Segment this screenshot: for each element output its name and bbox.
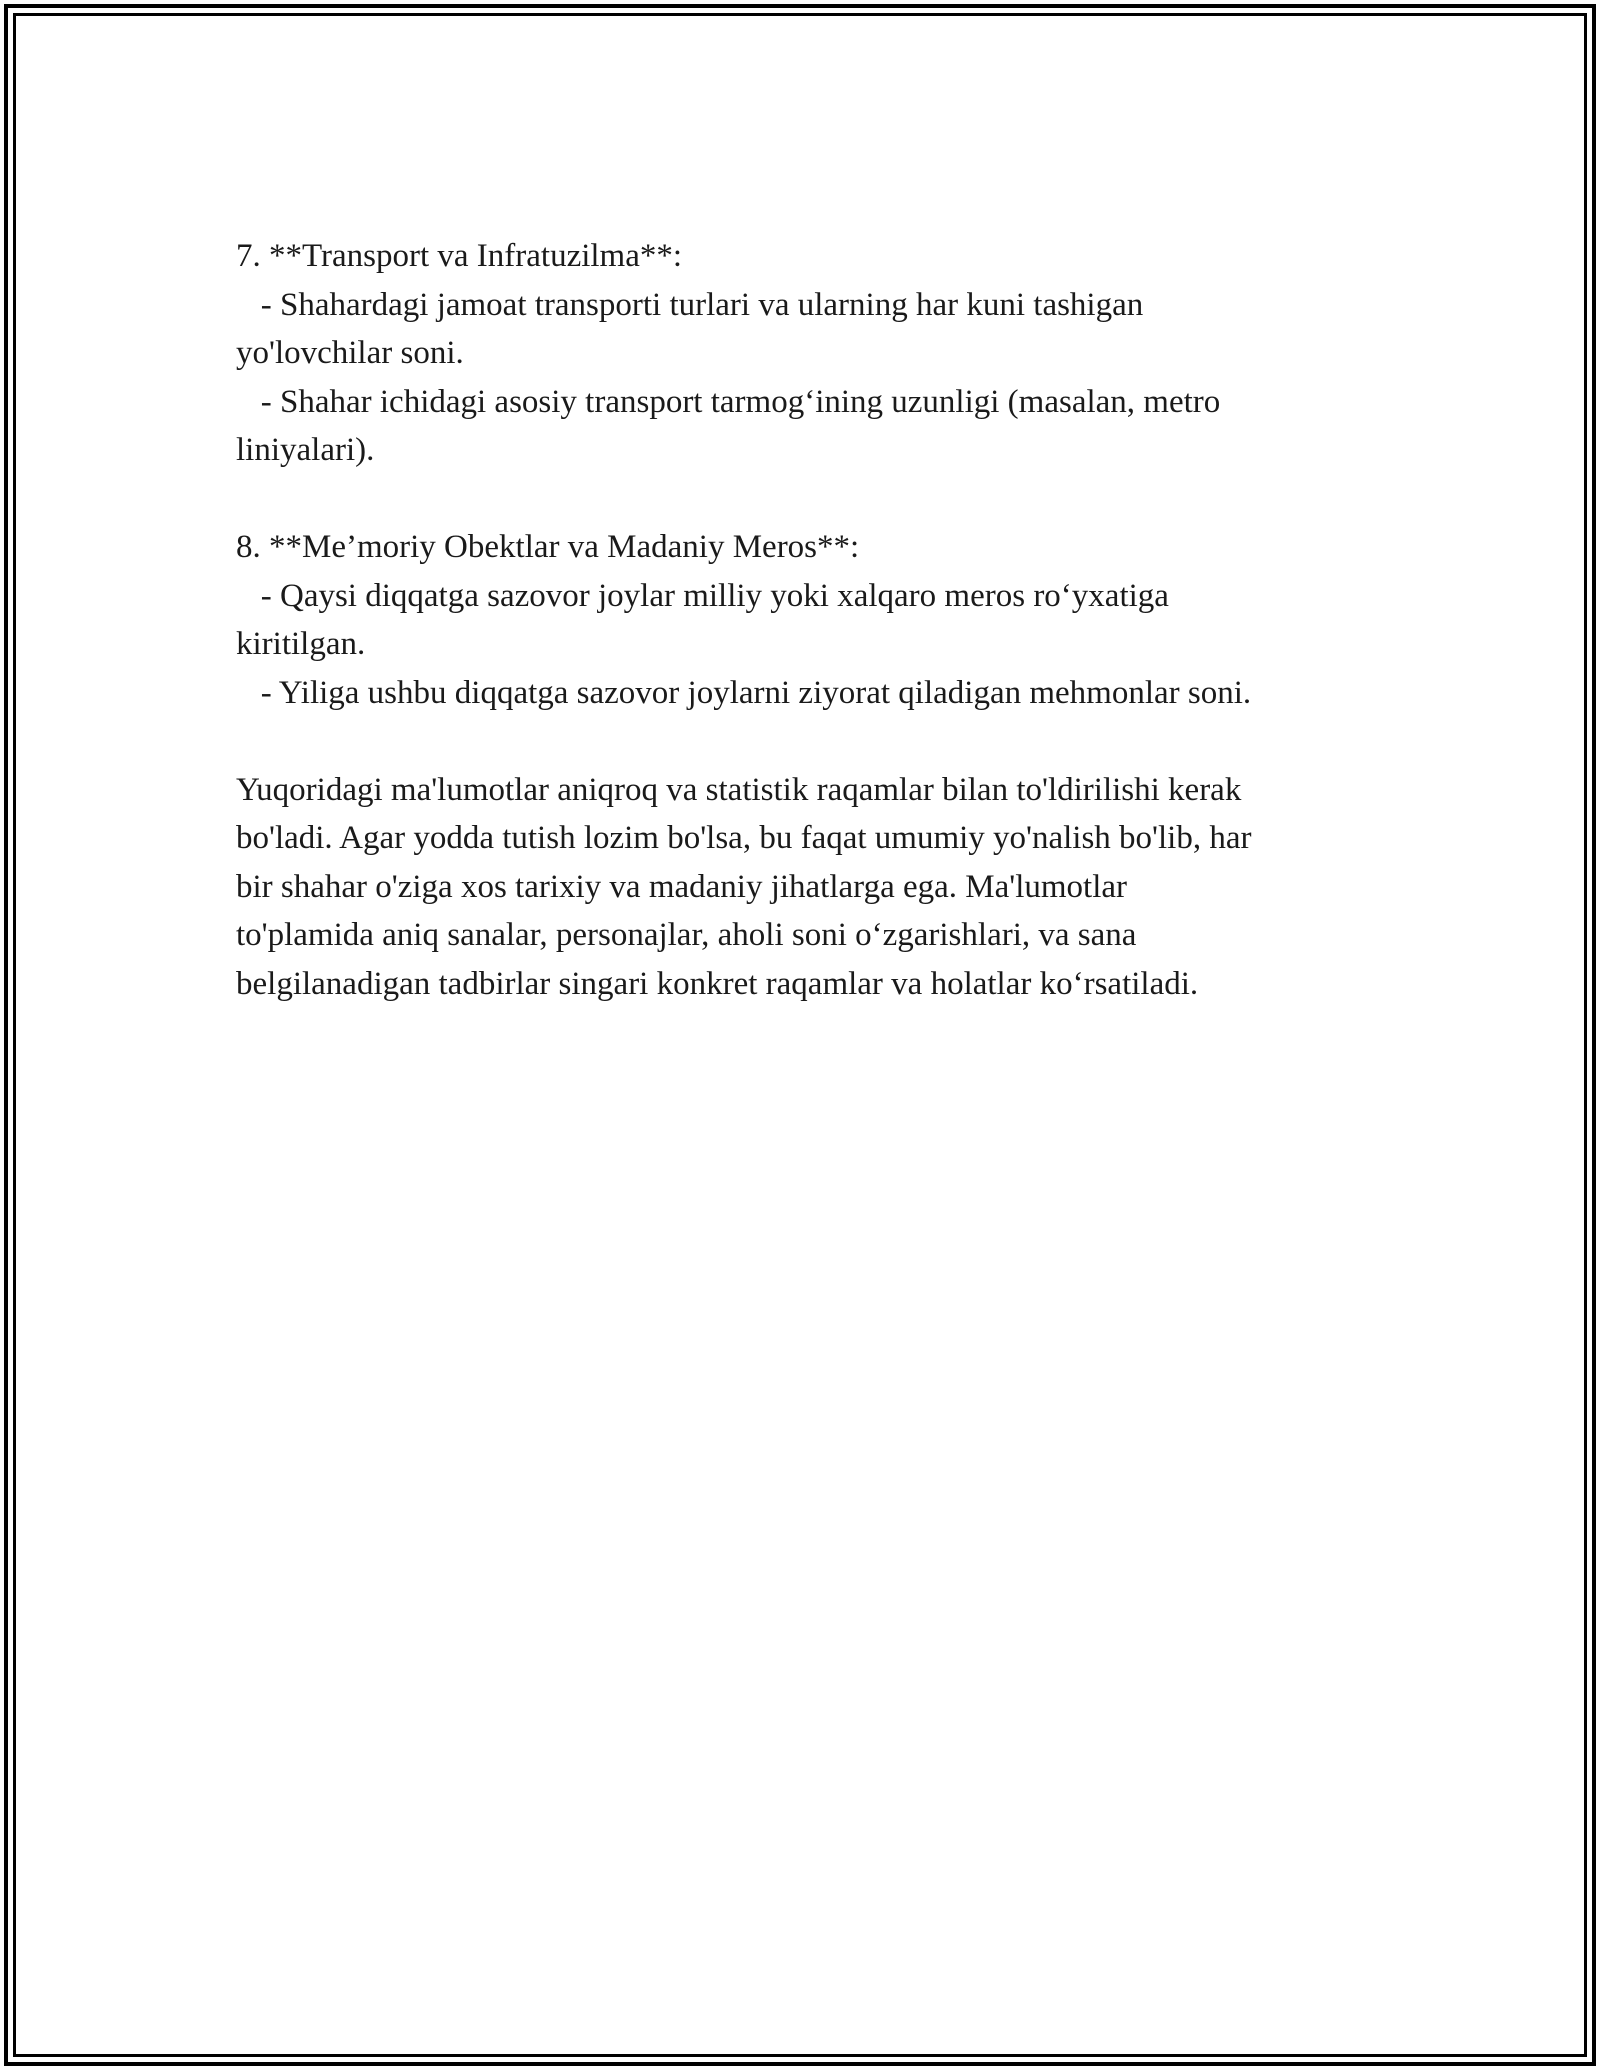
paragraph-line: Yuqoridagi ma'lumotlar aniqroq va statistik raqamlar bilan to'ldirilishi kerak xyxy=(236,771,1242,808)
paragraph-line: to'plamida aniq sanalar, personajlar, aholi soni o‘zgarishlari, va sana xyxy=(236,917,1137,953)
paragraph-line: belgilanadigan tadbirlar singari konkret raqamlar va holatlar ko‘rsatiladi. xyxy=(236,965,1199,1002)
paragraph-line: bo'ladi. Agar yodda tutish lozim bo'lsa, bu faqat umumiy yo'nalish bo'lib, har xyxy=(236,820,1252,856)
paragraph-line: bir shahar o'ziga xos tarixiy va madaniy jihatlarga ega. Ma'lumotlar xyxy=(236,868,1127,905)
section-transport xyxy=(236,232,1376,475)
list-item-line: liniyalari). xyxy=(236,432,375,468)
section-heading: 7. **Transport va Infratuzilma**: xyxy=(236,238,683,274)
closing-paragraph xyxy=(236,766,1376,1009)
list-item-line: kiritilgan. xyxy=(236,626,366,662)
list-item-line: yo'lovchilar soni. xyxy=(236,335,464,371)
section-heritage xyxy=(236,523,1376,717)
list-item-line: - Shahardagi jamoat transporti turlari va ularning har kuni tashigan xyxy=(236,286,1144,323)
list-item-line: - Yiliga ushbu diqqatga sazovor joylarni ziyorat qiladigan mehmonlar soni. xyxy=(236,674,1252,711)
list-item-line: - Qaysi diqqatga sazovor joylar milliy yoki xalqaro meros ro‘yxatiga xyxy=(236,577,1169,614)
document-body xyxy=(236,232,1376,1008)
section-heading: 8. **Me’moriy Obektlar va Madaniy Meros**: xyxy=(236,529,860,565)
list-item-line: - Shahar ichidagi asosiy transport tarmog‘ining uzunligi (masalan, metro xyxy=(236,383,1221,420)
